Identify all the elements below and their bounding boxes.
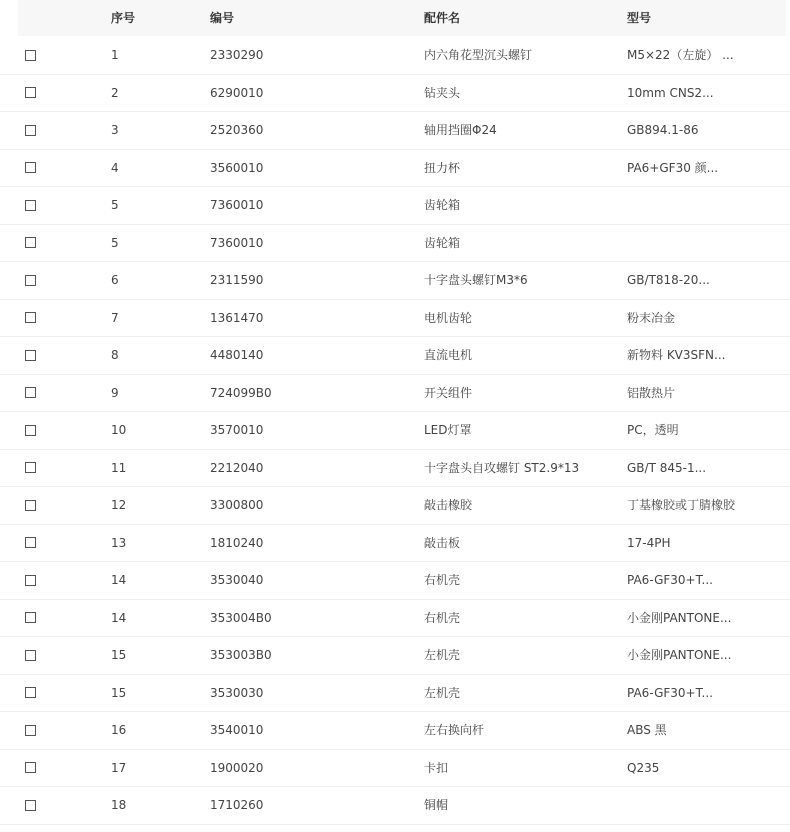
- table-row[interactable]: [0, 187, 790, 225]
- table-row[interactable]: [0, 637, 790, 675]
- table-row[interactable]: [0, 750, 790, 788]
- row-model: GB/T818-20...: [627, 273, 710, 287]
- row-code: 2212040: [210, 460, 264, 475]
- table-row[interactable]: [0, 150, 790, 188]
- row-checkbox[interactable]: [25, 612, 36, 623]
- row-code: 353003B0: [210, 648, 272, 662]
- table-row[interactable]: [0, 300, 790, 338]
- table-row[interactable]: [0, 225, 790, 263]
- row-part-name: 左机壳: [424, 685, 461, 700]
- row-part-name: 十字盘头自攻螺钉 ST2.9*13: [424, 460, 580, 475]
- row-code: 7360010: [210, 198, 264, 212]
- table-row[interactable]: [0, 525, 790, 563]
- table-body: [0, 37, 790, 825]
- row-code: 3540010: [210, 723, 264, 737]
- row-model: Q235: [627, 760, 660, 775]
- row-no: 15: [111, 648, 127, 662]
- table-header: [18, 0, 786, 36]
- row-part-name: 电机齿轮: [424, 310, 473, 325]
- row-checkbox[interactable]: [25, 162, 36, 173]
- row-checkbox[interactable]: [25, 312, 36, 323]
- table-row[interactable]: [0, 562, 790, 600]
- row-model: PA6+GF30 颜...: [627, 160, 719, 175]
- row-part-name: 铜帽: [424, 798, 449, 812]
- row-no: 7: [111, 310, 119, 325]
- row-checkbox[interactable]: [25, 87, 36, 98]
- row-part-name: 开关组件: [424, 385, 473, 400]
- row-no: 9: [111, 385, 119, 400]
- row-checkbox[interactable]: [25, 725, 36, 736]
- row-code: 2330290: [210, 48, 264, 62]
- row-code: 1810240: [210, 535, 264, 550]
- row-code: 724099B0: [210, 385, 272, 400]
- row-part-name: 齿轮箱: [424, 235, 461, 250]
- row-no: 18: [111, 798, 127, 812]
- row-part-name: 内六角花型沉头螺钉: [424, 48, 533, 62]
- row-code: 3570010: [210, 423, 264, 437]
- row-part-name: 钻夹头: [424, 85, 461, 100]
- row-no: 8: [111, 348, 119, 362]
- row-code: 7360010: [210, 235, 264, 250]
- header-code: 编号: [210, 11, 235, 25]
- row-part-name: 齿轮箱: [424, 198, 461, 212]
- header-no: 序号: [111, 11, 136, 25]
- row-no: 3: [111, 123, 119, 137]
- row-model: PA6-GF30+T...: [627, 573, 713, 587]
- table-row[interactable]: [0, 112, 790, 150]
- row-model: M5×22（左旋） ...: [627, 48, 734, 62]
- row-code: 3300800: [210, 498, 264, 512]
- table-row[interactable]: [0, 487, 790, 525]
- row-model: ABS 黑: [627, 723, 667, 737]
- row-no: 11: [111, 460, 127, 475]
- row-no: 15: [111, 685, 127, 700]
- row-code: 4480140: [210, 348, 264, 362]
- table-row[interactable]: [0, 787, 790, 825]
- row-model: 粉末冶金: [627, 310, 676, 325]
- row-model: 新物料 KV3SFN...: [627, 348, 726, 362]
- table-row[interactable]: [0, 450, 790, 488]
- row-checkbox[interactable]: [25, 537, 36, 548]
- row-model: GB/T 845-1...: [627, 460, 707, 475]
- row-model: PA6-GF30+T...: [627, 685, 713, 700]
- row-part-name: 右机壳: [424, 573, 461, 587]
- row-model: 17-4PH: [627, 535, 671, 550]
- row-model: 小金刚PANTONE...: [627, 610, 732, 625]
- row-code: 353004B0: [210, 610, 272, 625]
- row-code: 1710260: [210, 798, 264, 812]
- row-no: 4: [111, 160, 119, 175]
- row-checkbox[interactable]: [25, 762, 36, 773]
- row-checkbox[interactable]: [25, 200, 36, 211]
- row-part-name: 卡扣: [424, 760, 449, 775]
- row-checkbox[interactable]: [25, 237, 36, 248]
- row-no: 17: [111, 760, 127, 775]
- row-code: 1361470: [210, 310, 264, 325]
- table-row[interactable]: [0, 37, 790, 75]
- row-part-name: 十字盘头螺钉M3*6: [424, 273, 528, 287]
- row-model: 铝散热片: [627, 385, 676, 400]
- row-code: 1900020: [210, 760, 264, 775]
- header-model: 型号: [627, 11, 652, 25]
- row-part-name: 左右换向杆: [424, 723, 485, 737]
- row-part-name: 轴用挡圈Φ24: [424, 123, 497, 137]
- table-row[interactable]: [0, 75, 790, 113]
- row-checkbox[interactable]: [25, 650, 36, 661]
- row-checkbox[interactable]: [25, 462, 36, 473]
- table-row[interactable]: [0, 412, 790, 450]
- row-model: 小金刚PANTONE...: [627, 648, 732, 662]
- row-no: 12: [111, 498, 127, 512]
- row-no: 5: [111, 198, 119, 212]
- table-row[interactable]: [0, 600, 790, 638]
- row-checkbox[interactable]: [25, 687, 36, 698]
- table-row[interactable]: [0, 337, 790, 375]
- table-row[interactable]: [0, 375, 790, 413]
- row-part-name: 敲击橡胶: [424, 498, 473, 512]
- row-model: GB894.1-86: [627, 123, 699, 137]
- row-model: 10mm CNS2...: [627, 85, 714, 100]
- row-checkbox[interactable]: [25, 800, 36, 811]
- row-code: 3560010: [210, 160, 264, 175]
- row-no: 14: [111, 573, 127, 587]
- row-code: 3530040: [210, 573, 264, 587]
- row-checkbox[interactable]: [25, 50, 36, 61]
- row-model: 丁基橡胶或丁腈橡胶: [627, 498, 736, 512]
- row-checkbox[interactable]: [25, 125, 36, 136]
- row-checkbox[interactable]: [25, 275, 36, 286]
- row-part-name: 直流电机: [424, 348, 473, 362]
- row-no: 5: [111, 235, 119, 250]
- row-no: 2: [111, 85, 119, 100]
- row-no: 10: [111, 423, 127, 437]
- row-code: 6290010: [210, 85, 264, 100]
- row-no: 16: [111, 723, 127, 737]
- table-row[interactable]: [0, 262, 790, 300]
- row-checkbox[interactable]: [25, 425, 36, 436]
- row-part-name: 左机壳: [424, 648, 461, 662]
- row-no: 13: [111, 535, 127, 550]
- row-part-name: 敲击板: [424, 535, 461, 550]
- row-part-name: 扭力杯: [424, 160, 461, 175]
- header-part-name: 配件名: [424, 11, 461, 25]
- row-checkbox[interactable]: [25, 350, 36, 361]
- table-row[interactable]: [0, 712, 790, 750]
- row-code: 3530030: [210, 685, 264, 700]
- row-code: 2520360: [210, 123, 264, 137]
- table-row[interactable]: [0, 675, 790, 713]
- row-part-name: 右机壳: [424, 610, 461, 625]
- row-no: 1: [111, 48, 119, 62]
- row-model: PC，透明: [627, 423, 679, 437]
- row-part-name: LED灯罩: [424, 423, 472, 437]
- row-no: 6: [111, 273, 119, 287]
- row-checkbox[interactable]: [25, 387, 36, 398]
- row-code: 2311590: [210, 273, 264, 287]
- row-checkbox[interactable]: [25, 575, 36, 586]
- row-checkbox[interactable]: [25, 500, 36, 511]
- row-no: 14: [111, 610, 127, 625]
